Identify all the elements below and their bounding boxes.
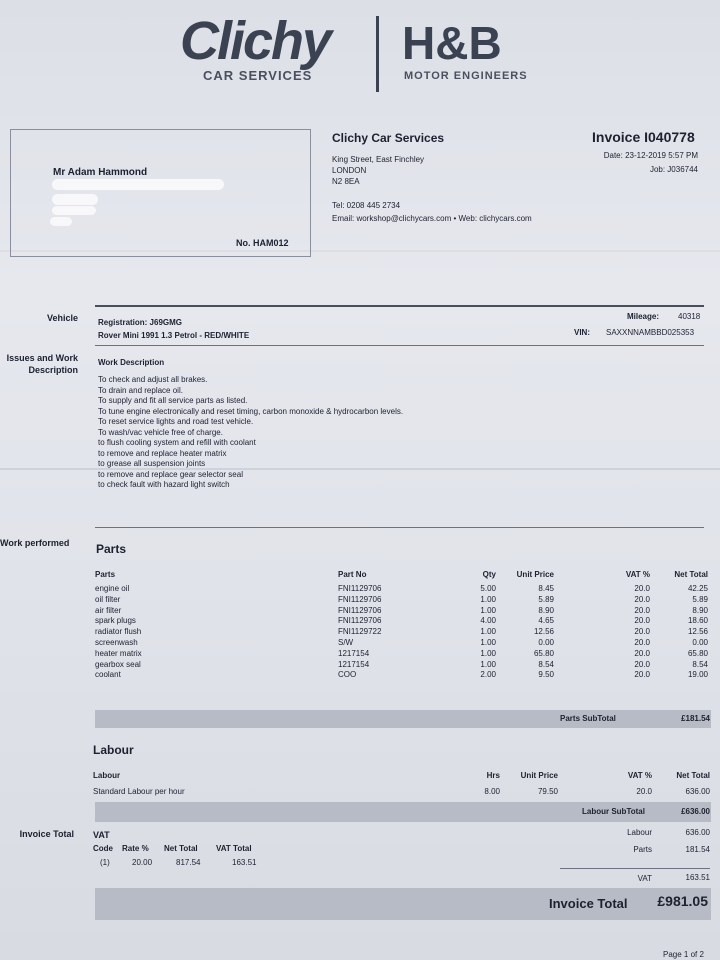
part-number: FNI1129706 xyxy=(338,605,382,615)
work-line: To check and adjust all brakes. xyxy=(98,375,208,384)
part-net: 8.54 xyxy=(692,659,708,669)
part-name: screenwash xyxy=(95,638,138,647)
redaction xyxy=(52,179,224,190)
company-address-2: LONDON xyxy=(332,166,367,175)
summary-vat-label: VAT xyxy=(637,874,652,883)
mileage-label: Mileage: xyxy=(627,312,660,321)
labour-col-unit-price: Unit Price xyxy=(520,771,558,780)
vat-row-rate: 20.00 xyxy=(132,858,153,867)
summary-parts-label: Parts xyxy=(633,845,652,854)
part-unit-price: 9.50 xyxy=(538,670,554,680)
parts-subtotal-value: £181.54 xyxy=(681,714,710,723)
parts-title: Parts xyxy=(96,542,127,556)
parts-col-unit-price: Unit Price xyxy=(516,570,554,579)
company-email-web: Email: workshop@clichycars.com • Web: clichycars.com xyxy=(332,214,532,223)
summary-parts-value: 181.54 xyxy=(685,845,710,854)
issues-label: Issues and Work Description xyxy=(6,353,78,375)
work-line: To wash/vac vehicle free of charge. xyxy=(98,427,223,437)
part-qty: 1.00 xyxy=(480,638,496,647)
part-qty: 1.00 xyxy=(480,605,496,615)
work-line: to grease all suspension joints xyxy=(98,459,206,468)
work-line: to check fault with hazard light switch xyxy=(98,480,230,489)
parts-subtotal-bar xyxy=(95,710,711,728)
part-qty: 1.00 xyxy=(480,659,496,669)
summary-vat-value: 163.51 xyxy=(685,873,710,882)
part-name: gearbox seal xyxy=(95,659,141,669)
vat-row-vat: 163.51 xyxy=(232,858,257,867)
divider xyxy=(95,305,704,307)
logo-divider xyxy=(376,16,379,92)
part-unit-price: 65.80 xyxy=(533,648,554,658)
part-qty: 1.00 xyxy=(480,627,496,637)
part-name: radiator flush xyxy=(95,627,142,637)
part-unit-price: 12.56 xyxy=(533,627,554,637)
labour-row-vat: 20.0 xyxy=(636,787,652,796)
part-net: 8.90 xyxy=(692,605,708,615)
redaction xyxy=(52,206,96,215)
labour-subtotal-label: Labour SubTotal xyxy=(582,807,645,816)
customer-name: Mr Adam Hammond xyxy=(53,167,148,178)
vehicle-description: Rover Mini 1991 1.3 Petrol - RED/WHITE xyxy=(98,331,250,340)
vat-col-net: Net Total xyxy=(164,844,198,853)
part-unit-price: 5.89 xyxy=(538,594,554,604)
mileage-value: 40318 xyxy=(678,312,701,321)
work-line: to remove and replace heater matrix xyxy=(98,448,227,458)
hb-logo-sub: MOTOR ENGINEERS xyxy=(404,70,528,82)
work-line: to remove and replace gear selector seal xyxy=(98,469,243,479)
summary-labour-value: 636.00 xyxy=(685,828,710,837)
part-number: 1217154 xyxy=(338,659,370,669)
part-vat: 20.0 xyxy=(634,627,650,637)
part-qty: 5.00 xyxy=(480,584,496,593)
part-qty: 1.00 xyxy=(480,648,496,658)
company-tel: Tel: 0208 445 2734 xyxy=(332,201,401,210)
work-line: To drain and replace oil. xyxy=(98,385,183,395)
part-number: FNI1129706 xyxy=(338,594,382,604)
part-number: FNI1129706 xyxy=(338,584,382,593)
vat-heading: VAT xyxy=(93,830,110,840)
vin-label: VIN: xyxy=(574,328,590,337)
work-performed-label: Work performed xyxy=(0,538,70,548)
parts-subtotal-label: Parts SubTotal xyxy=(560,714,616,723)
part-number: S/W xyxy=(338,638,354,647)
vat-row-net: 817.54 xyxy=(176,858,201,867)
part-name: engine oil xyxy=(95,584,130,593)
part-number: FNI1129706 xyxy=(338,616,382,626)
invoice-total-value: £981.05 xyxy=(657,893,708,909)
part-net: 12.56 xyxy=(687,627,708,637)
parts-col-vat: VAT % xyxy=(625,570,650,579)
hb-logo: H&B xyxy=(402,17,502,69)
part-unit-price: 8.90 xyxy=(538,605,554,615)
labour-title: Labour xyxy=(93,743,134,757)
part-net: 19.00 xyxy=(687,670,708,680)
customer-account-no: No. HAM012 xyxy=(236,238,289,248)
parts-col-part-no: Part No xyxy=(338,570,367,579)
invoice-job: Job: J036744 xyxy=(649,165,698,174)
part-name: heater matrix xyxy=(95,648,142,658)
page-number: Page 1 of 2 xyxy=(663,950,704,959)
part-number: COO xyxy=(338,670,357,680)
divider xyxy=(95,345,704,346)
part-vat: 20.0 xyxy=(634,670,650,680)
labour-row-net: 636.00 xyxy=(685,787,710,796)
part-vat: 20.0 xyxy=(634,648,650,658)
labour-col-net: Net Total xyxy=(676,771,710,780)
labour-subtotal-value: £636.00 xyxy=(681,807,710,816)
company-name: Clichy Car Services xyxy=(332,131,445,145)
part-unit-price: 4.65 xyxy=(538,616,554,626)
part-vat: 20.0 xyxy=(634,594,650,604)
part-qty: 2.00 xyxy=(480,670,496,680)
work-line: To reset service lights and road test vehicle. xyxy=(98,417,254,426)
work-line: To supply and fit all service parts as listed. xyxy=(98,396,248,405)
invoice-number: Invoice I040778 xyxy=(592,129,695,145)
labour-row-unit-price: 79.50 xyxy=(537,787,558,796)
part-name: oil filter xyxy=(95,594,121,604)
vat-col-vat: VAT Total xyxy=(216,844,252,853)
labour-row-desc: Standard Labour per hour xyxy=(93,787,185,796)
part-vat: 20.0 xyxy=(634,605,650,615)
part-number: 1217154 xyxy=(338,648,370,658)
part-vat: 20.0 xyxy=(634,659,650,669)
part-unit-price: 8.45 xyxy=(538,584,554,593)
part-net: 18.60 xyxy=(687,616,708,626)
part-name: spark plugs xyxy=(95,616,136,626)
part-net: 5.89 xyxy=(692,594,708,604)
labour-col-hrs: Hrs xyxy=(486,771,500,780)
part-net: 0.00 xyxy=(692,638,708,647)
part-vat: 20.0 xyxy=(634,584,650,593)
part-net: 65.80 xyxy=(687,648,708,658)
labour-row-hrs: 8.00 xyxy=(484,787,500,796)
invoice-date: Date: 23-12-2019 5:57 PM xyxy=(603,151,698,160)
company-address-1: King Street, East Finchley xyxy=(332,155,425,164)
parts-col-net: Net Total xyxy=(674,570,708,579)
parts-col-qty: Qty xyxy=(482,570,496,579)
vehicle-registration: Registration: J69GMG xyxy=(98,318,183,327)
part-net: 42.25 xyxy=(687,584,708,593)
labour-col-vat: VAT % xyxy=(627,771,652,780)
redaction xyxy=(50,217,72,226)
vat-col-code: Code xyxy=(93,844,113,853)
divider xyxy=(95,527,704,528)
work-description-list xyxy=(98,375,403,491)
labour-col-labour: Labour xyxy=(93,771,121,780)
part-unit-price: 0.00 xyxy=(538,638,554,647)
part-unit-price: 8.54 xyxy=(538,659,554,669)
part-qty: 1.00 xyxy=(480,594,496,604)
clichy-logo: Clichy xyxy=(180,11,331,71)
divider xyxy=(560,868,710,869)
part-name: coolant xyxy=(95,670,121,680)
redaction xyxy=(52,194,98,205)
invoice-total-label: Invoice Total xyxy=(19,829,74,839)
vat-row-code: (1) xyxy=(100,858,110,867)
part-vat: 20.0 xyxy=(634,616,650,626)
summary-labour-label: Labour xyxy=(627,828,652,837)
invoice-total-bar-label: Invoice Total xyxy=(549,896,628,911)
company-address-3: N2 8EA xyxy=(332,177,360,186)
vin-value: SAXXNNAMBBD025353 xyxy=(606,328,695,337)
vehicle-label: Vehicle xyxy=(46,313,78,323)
parts-col-part: Parts xyxy=(95,570,116,579)
work-line: to flush cooling system and refill with coolant xyxy=(98,438,256,447)
part-number: FNI1129722 xyxy=(338,627,382,637)
work-description-heading: Work Description xyxy=(98,358,165,367)
work-line: To tune engine electronically and reset timing, carbon monoxide & hydrocarbon levels. xyxy=(98,406,404,416)
vat-col-rate: Rate % xyxy=(122,844,149,853)
part-qty: 4.00 xyxy=(480,616,496,626)
part-name: air filter xyxy=(95,605,122,615)
part-vat: 20.0 xyxy=(634,638,650,647)
clichy-logo-sub: CAR SERVICES xyxy=(203,68,313,83)
